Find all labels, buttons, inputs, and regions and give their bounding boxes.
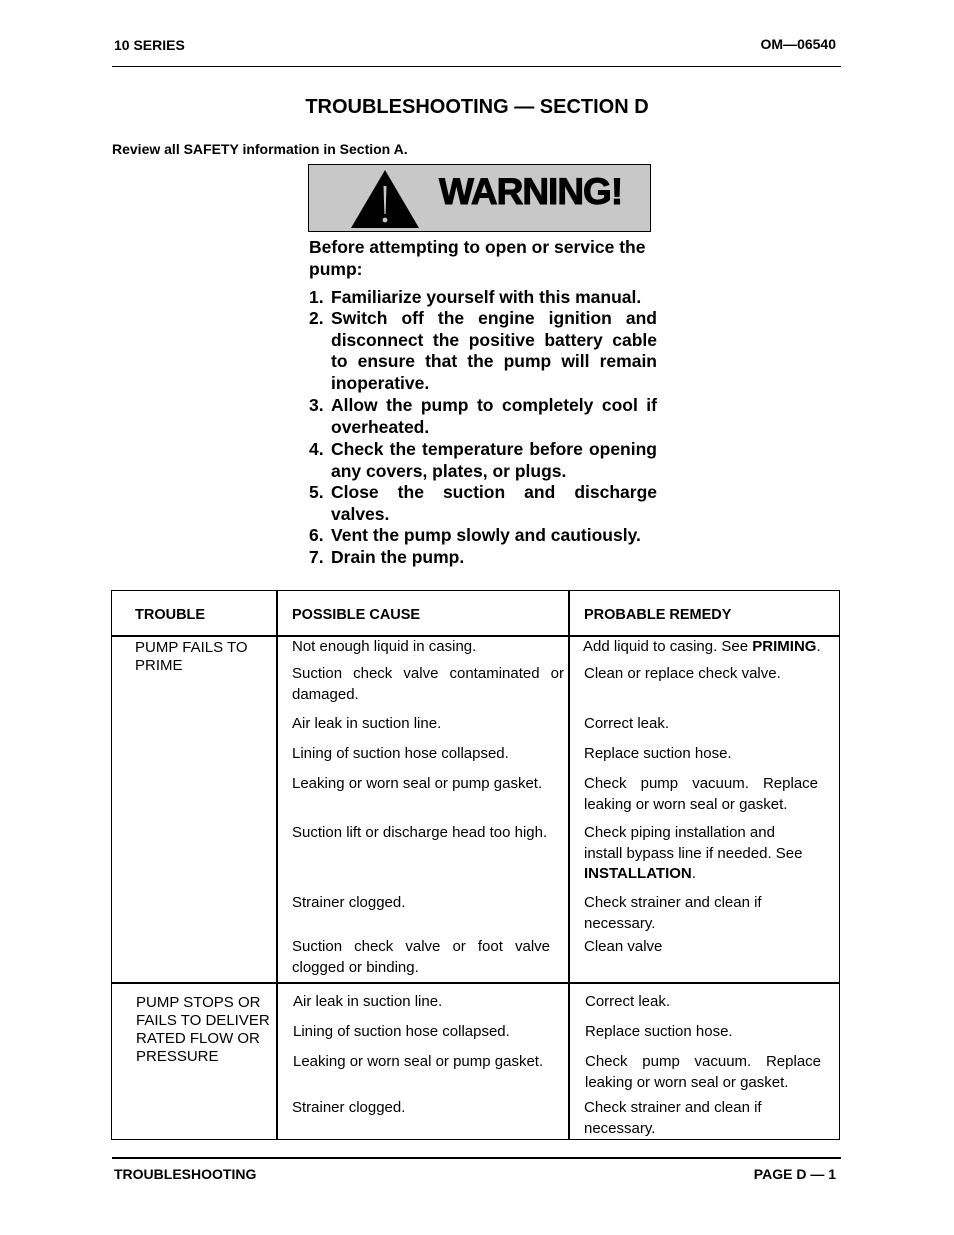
item-text: Vent the pump slowly and cautiously. bbox=[331, 525, 641, 545]
warning-item bbox=[309, 395, 657, 438]
item-number: 1. bbox=[309, 287, 324, 307]
page-title: TROUBLESHOOTING — SECTION D bbox=[305, 96, 649, 118]
cause-cell: Air leak in suction line. bbox=[292, 715, 442, 732]
cause-cell: Suction lift or discharge head too high. bbox=[292, 824, 548, 841]
item-number: 2. bbox=[309, 308, 324, 328]
item-number: 6. bbox=[309, 525, 324, 545]
item-text: Allow the pump to completely cool if overheated. bbox=[331, 395, 657, 437]
remedy-cell: Correct leak. bbox=[584, 715, 670, 732]
trouble-label: PUMP FAILS TO PRIME bbox=[135, 639, 248, 674]
warning-triangle-icon bbox=[349, 168, 429, 230]
header-series: 10 SERIES bbox=[114, 37, 185, 53]
column-header-remedy: PROBABLE REMEDY bbox=[584, 607, 732, 623]
item-number: 4. bbox=[309, 439, 324, 459]
cause-cell: Strainer clogged. bbox=[292, 1099, 406, 1116]
remedy-cell: Replace suction hose. bbox=[585, 1023, 733, 1040]
group-divider bbox=[111, 982, 840, 984]
remedy-cell: Clean valve bbox=[584, 938, 663, 955]
column-header-cause: POSSIBLE CAUSE bbox=[292, 607, 421, 623]
item-number: 7. bbox=[309, 547, 324, 567]
warning-label: WARNING! bbox=[439, 171, 623, 212]
column-header-trouble: TROUBLE bbox=[135, 607, 206, 623]
remedy-cell: Check pump vacuum. Replace leaking or worn seal or gasket. bbox=[584, 775, 818, 813]
remedy-cell: Clean or replace check valve. bbox=[584, 665, 781, 682]
trouble-label: PUMP STOPS OR FAILS TO DELIVER RATED FLOW OR PRESSURE bbox=[136, 994, 270, 1065]
remedy-cell: Replace suction hose. bbox=[584, 745, 732, 762]
warning-item bbox=[309, 287, 657, 309]
warning-item bbox=[309, 547, 657, 569]
item-number: 3. bbox=[309, 395, 324, 415]
item-text: Drain the pump. bbox=[331, 547, 465, 567]
remedy-cell: Correct leak. bbox=[585, 993, 671, 1010]
remedy-text: Add liquid to casing. See bbox=[583, 638, 753, 655]
cause-cell: Lining of suction hose collapsed. bbox=[293, 1023, 510, 1040]
remedy-cell bbox=[583, 637, 839, 658]
item-text: Close the suction and discharge valves. bbox=[331, 482, 657, 524]
column-divider bbox=[276, 590, 278, 1140]
footer-page-number: PAGE D — 1 bbox=[753, 1166, 836, 1182]
remedy-cell: Check strainer and clean if necessary. bbox=[584, 894, 762, 932]
cause-cell: Air leak in suction line. bbox=[293, 993, 443, 1010]
footer-section: TROUBLESHOOTING bbox=[114, 1166, 257, 1182]
cause-cell: Lining of suction hose collapsed. bbox=[292, 745, 509, 762]
remedy-cell: Check strainer and clean if necessary. bbox=[584, 1099, 762, 1137]
remedy-cell bbox=[584, 823, 810, 885]
item-number: 5. bbox=[309, 482, 324, 502]
cause-cell: Strainer clogged. bbox=[292, 894, 406, 911]
footer-rule bbox=[112, 1157, 841, 1159]
remedy-tail: . bbox=[816, 638, 821, 655]
item-text: Familiarize yourself with this manual. bbox=[331, 287, 642, 307]
warning-item bbox=[309, 525, 657, 547]
column-divider bbox=[568, 590, 570, 1140]
cause-cell: Not enough liquid in casing. bbox=[292, 638, 477, 655]
cause-cell: Leaking or worn seal or pump gasket. bbox=[293, 1053, 544, 1070]
remedy-text: Check piping installation and install bypass line if needed. See bbox=[584, 824, 803, 862]
header-doc-number: OM—06540 bbox=[760, 36, 836, 52]
header-rule bbox=[112, 66, 841, 67]
warning-banner bbox=[308, 164, 651, 232]
item-text: Check the temperature before opening any covers, plates, or plugs. bbox=[331, 439, 657, 481]
warning-item bbox=[309, 482, 657, 525]
remedy-reference: INSTALLATION bbox=[584, 865, 692, 882]
cause-cell: Suction check valve contaminated or damaged. bbox=[292, 665, 564, 703]
item-text: Switch off the engine ignition and disconnect the positive battery cable to ensure that the pump will remain inoperative. bbox=[331, 308, 657, 394]
remedy-reference: PRIMING bbox=[752, 638, 817, 655]
warning-item bbox=[309, 439, 657, 482]
warning-intro: Before attempting to open or service the pump: bbox=[309, 237, 646, 279]
cause-cell: Suction check valve or foot valve clogged or binding. bbox=[292, 938, 550, 976]
remedy-cell: Check pump vacuum. Replace leaking or worn seal or gasket. bbox=[585, 1053, 821, 1091]
cause-cell: Leaking or worn seal or pump gasket. bbox=[292, 775, 543, 792]
remedy-tail: . bbox=[691, 865, 696, 882]
warning-item bbox=[309, 308, 657, 395]
review-note: Review all SAFETY information in Section A. bbox=[112, 141, 408, 157]
